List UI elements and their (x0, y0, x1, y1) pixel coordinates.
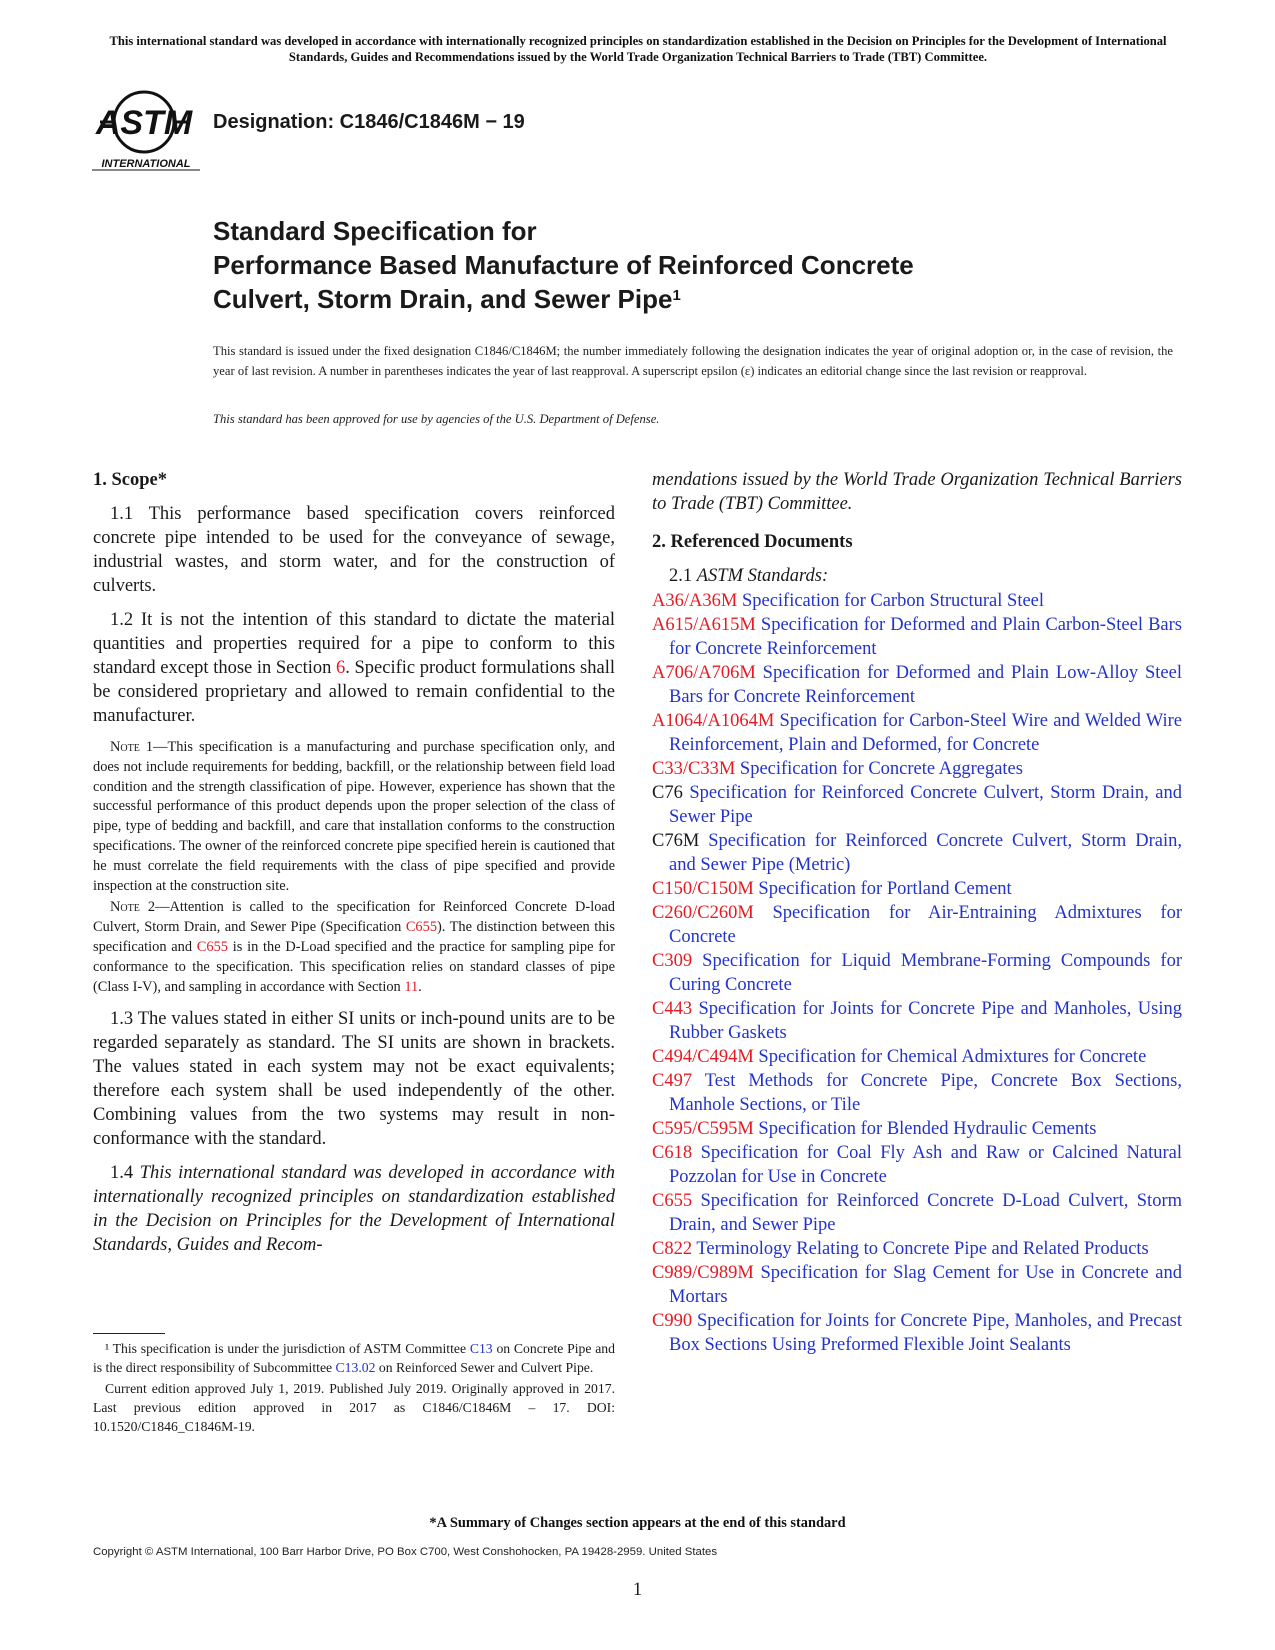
title-line-2: Performance Based Manufacture of Reinforced Concrete (213, 250, 914, 280)
reference-title-link[interactable]: Specification for Blended Hydraulic Cements (753, 1119, 1097, 1139)
note-2-text-a: 2—Attention is called to the specification for Reinforced Concrete D-load Culvert, Storm Drain, and Sewer Pipe (Specification (93, 899, 615, 936)
reference-list (652, 589, 1182, 1357)
left-column (93, 468, 615, 1267)
reference-code-link[interactable]: A706/A706M (652, 663, 756, 683)
c13-02-link[interactable]: C13.02 (335, 1360, 376, 1375)
svg-text:ASTM: ASTM (95, 104, 193, 142)
reference-title-link[interactable]: Specification for Deformed and Plain Low-Alloy Steel Bars for Concrete Reinforcement (669, 663, 1182, 707)
reference-item (652, 757, 1182, 781)
document-title (213, 214, 1173, 316)
note-2 (93, 898, 615, 997)
c13-link[interactable]: C13 (469, 1341, 493, 1356)
top-notice: This international standard was developed in accordance with internationally recognized principles on standardization established in the Decision on Principles for the Development of International Standards, Guides and Recommendations issued by the World Trade Organization Technical Barriers to Trade (TBT) Committee. (109, 34, 1167, 64)
logo-text: INTERNATIONAL (101, 158, 191, 170)
section-6-link[interactable]: 6 (336, 658, 346, 678)
note-2-text-d: . (418, 978, 422, 995)
reference-item (652, 1141, 1182, 1189)
footnote-rule (93, 1333, 165, 1334)
reference-item (652, 589, 1182, 613)
reference-item (652, 1237, 1182, 1261)
footnote-1-text-b: on Concrete Pipe and is the direct responsibility of Subcommittee (93, 1341, 615, 1375)
scope-paragraph-1-4 (93, 1161, 615, 1257)
references-heading: 2. Referenced Documents (652, 532, 853, 552)
reference-title-link[interactable]: Specification for Coal Fly Ash and Raw or Calcined Natural Pozzolan for Use in Concrete (669, 1143, 1182, 1187)
reference-title-link[interactable]: Specification for Deformed and Plain Carbon-Steel Bars for Concrete Reinforcement (669, 615, 1182, 659)
scope-heading: 1. Scope* (93, 470, 167, 490)
reference-title-link[interactable]: Specification for Portland Cement (753, 879, 1012, 899)
reference-code-link[interactable]: C989/C989M (652, 1263, 754, 1283)
reference-code-link[interactable]: C76M (652, 831, 700, 851)
reference-title-link[interactable]: Specification for Liquid Membrane-Forming Compounds for Curing Concrete (669, 951, 1182, 995)
page-number: 1 (632, 1580, 643, 1600)
reference-item (652, 1261, 1182, 1309)
reference-code-link[interactable]: C655 (652, 1191, 693, 1211)
reference-title-link[interactable]: Specification for Reinforced Concrete Culvert, Storm Drain, and Sewer Pipe (Metric) (669, 831, 1182, 875)
note-1-text: 1—This specification is a manufacturing and purchase specification only, and does not include requirements for bedding, backfill, or the relationship between field load condition and the strength classification of pipe. However, experience has shown that the successful performance of this product depends upon the proper selection of the class of pipe, type of bedding and backfill, and care that installation conforms to the construction specifications. The owner of the reinforced concrete pipe specified herein is cautioned that he must correlate the field requirements with the class of pipe specified and provide inspection at the construction site. (93, 739, 615, 894)
title-footnote-mark: 1 (672, 287, 681, 304)
astm-logo (92, 88, 200, 176)
issued-note: This standard is issued under the fixed designation C1846/C1846M; the number immediately following the designation indicates the year of original adoption or, in the case of revision, the year of last revision. A number in parentheses indicates the year of last reapproval. A superscript epsilon (ε) indicates an editorial change since the last revision or reapproval. (213, 344, 1173, 378)
reference-code-link[interactable]: C618 (652, 1143, 693, 1163)
title-line-3 (213, 282, 1173, 316)
reference-code-link[interactable]: A1064/A1064M (652, 711, 775, 731)
footnotes (93, 1339, 615, 1436)
c655-link[interactable]: C655 (405, 919, 438, 936)
reference-code-link[interactable]: A36/A36M (652, 591, 738, 611)
reference-item (652, 1117, 1182, 1141)
section-11-link[interactable]: 11 (404, 978, 419, 995)
subheading-number: 2.1 (669, 566, 697, 586)
reference-code-link[interactable]: C497 (652, 1071, 693, 1091)
reference-item (652, 1189, 1182, 1237)
reference-item (652, 901, 1182, 949)
scope-p4-number: 1.4 (110, 1163, 140, 1184)
scope-paragraph-1-3: 1.3 The values stated in either SI units or inch-pound units are to be regarded separately as standard. The SI units are shown in brackets. The values stated in each system may not be exact equivalents; therefore each system shall be used independently of the other. Combining values from the two systems may result in non-conformance with the standard. (93, 1009, 615, 1150)
approved-note: This standard has been approved for use by agencies of the U.S. Department of Defense. (213, 412, 660, 426)
reference-title-link[interactable]: Specification for Concrete Aggregates (735, 759, 1023, 779)
reference-title-link[interactable]: Specification for Air-Entraining Admixtures for Concrete (669, 903, 1182, 947)
footnote-2: Current edition approved July 1, 2019. Published July 2019. Originally approved in 2017. Last previous edition approved in 2017 as C1846/C1846M – 17. DOI: 10.1520/C1846_C1846M-19. (93, 1381, 615, 1434)
astm-standards-subheading (652, 564, 1182, 588)
title-line-3-text: Culvert, Storm Drain, and Sewer Pipe (213, 284, 673, 314)
reference-code-link[interactable]: C990 (652, 1311, 693, 1331)
reference-title-link[interactable]: Specification for Carbon Structural Steel (737, 591, 1045, 611)
reference-title-link[interactable]: Specification for Carbon-Steel Wire and Welded Wire Reinforcement, Plain and Deformed, for Concrete (669, 711, 1182, 755)
footnote-1 (93, 1339, 615, 1377)
scope-paragraph-1-2 (93, 608, 615, 728)
subheading-label: ASTM Standards: (696, 566, 829, 586)
reference-item (652, 829, 1182, 877)
reference-item (652, 1069, 1182, 1117)
designation: Designation: C1846/C1846M − 19 (213, 111, 525, 133)
scope-p4-text: This international standard was developed in accordance with internationally recognized principles on standardization established in the Decision on Principles for the Development of International Standards, Guides and Recom- (93, 1163, 616, 1256)
right-column (652, 468, 1182, 1357)
note-1-label: Note (110, 739, 140, 755)
scope-p2-text-a: 1.2 It is not the intention of this standard to dictate the material quantities and properties required for a pipe to conform to this standard except those in Section (93, 610, 615, 678)
reference-code-link[interactable]: C595/C595M (652, 1119, 754, 1139)
reference-title-link[interactable]: Specification for Slag Cement for Use in Concrete and Mortars (669, 1263, 1182, 1307)
c655-link[interactable]: C655 (196, 938, 228, 955)
reference-item (652, 781, 1182, 829)
footnote-1-text-c: on Reinforced Sewer and Culvert Pipe. (375, 1360, 594, 1375)
scope-paragraph-1-1: 1.1 This performance based specification covers reinforced concrete pipe intended to be used for the conveyance of sewage, industrial wastes, and storm water, and for the construction of culverts. (93, 504, 615, 596)
reference-item (652, 877, 1182, 901)
reference-item (652, 709, 1182, 757)
note-1 (93, 738, 615, 896)
note-2-text-c: is in the D-Load specified and the practice for sampling pipe for conformance to the specification. This specification relies on standard classes of pipe (Class I-V), and sampling in accordance with Section (93, 938, 615, 995)
reference-code-link[interactable]: C260/C260M (652, 903, 754, 923)
reference-item (652, 661, 1182, 709)
reference-code-link[interactable]: C309 (652, 951, 693, 971)
reference-code-link[interactable]: C494/C494M (652, 1047, 754, 1067)
reference-title-link[interactable]: Specification for Reinforced Concrete Culvert, Storm Drain, and Sewer Pipe (669, 783, 1182, 827)
copyright: Copyright © ASTM International, 100 Barr Harbor Drive, PO Box C700, West Conshohocken, PA 19428-2959. United States (93, 1546, 718, 1558)
note-2-text-b: ). The distinction between this specification and (93, 919, 615, 955)
reference-item (652, 949, 1182, 997)
reference-item (652, 997, 1182, 1045)
scope-paragraph-1-4-continued: mendations issued by the World Trade Organization Technical Barriers to Trade (TBT) Committee. (652, 470, 1182, 514)
reference-title-link[interactable]: Specification for Chemical Admixtures for Concrete (753, 1047, 1147, 1067)
note-2-label: Note (110, 899, 140, 916)
reference-title-link[interactable]: Terminology Relating to Concrete Pipe and Related Products (692, 1239, 1149, 1259)
reference-item (652, 613, 1182, 661)
reference-code-link[interactable]: C33/C33M (652, 759, 736, 779)
reference-code-link[interactable]: C76 (652, 783, 683, 803)
reference-title-link[interactable]: Specification for Reinforced Concrete D-Load Culvert, Storm Drain, and Sewer Pipe (669, 1191, 1182, 1235)
reference-title-link[interactable]: Test Methods for Concrete Pipe, Concrete Box Sections, Manhole Sections, or Tile (669, 1071, 1182, 1115)
reference-item (652, 1045, 1182, 1069)
reference-item (652, 1309, 1182, 1357)
footnote-1-text-a: ¹ This specification is under the jurisdiction of ASTM Committee (105, 1341, 470, 1356)
reference-title-link[interactable]: Specification for Joints for Concrete Pipe and Manholes, Using Rubber Gaskets (669, 999, 1182, 1043)
scope-p2-text-b: . Specific product formulations shall be considered proprietary and allowed to remain confidential to the manufacturer. (93, 658, 615, 726)
title-line-1: Standard Specification for (213, 216, 537, 246)
reference-code-link[interactable]: C150/C150M (652, 879, 754, 899)
reference-code-link[interactable]: C443 (652, 999, 693, 1019)
summary-of-changes-note: *A Summary of Changes section appears at the end of this standard (429, 1515, 846, 1531)
reference-title-link[interactable]: Specification for Joints for Concrete Pipe, Manholes, and Precast Box Sections Using Preformed Flexible Joint Sealants (669, 1311, 1182, 1355)
reference-code-link[interactable]: A615/A615M (652, 615, 756, 635)
reference-code-link[interactable]: C822 (652, 1239, 693, 1259)
